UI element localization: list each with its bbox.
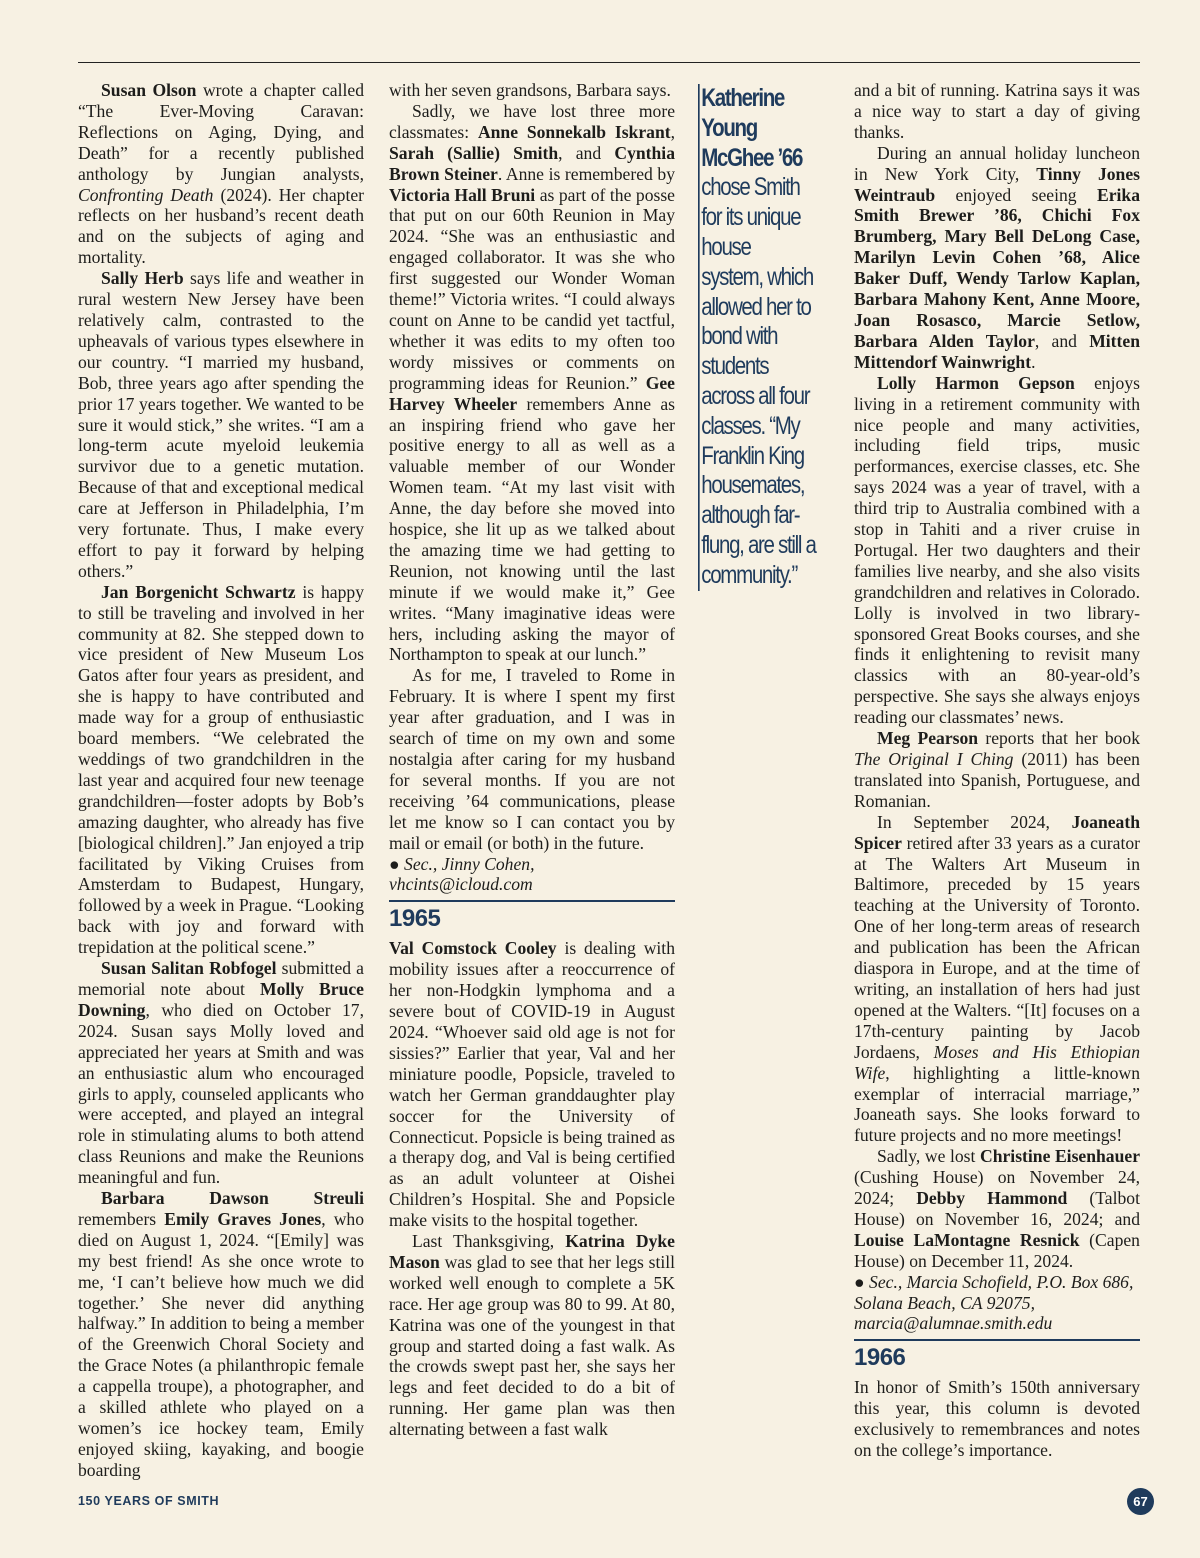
note-susan-robfogel: Susan Salitan Robfogel submitted a memorial note about Molly Bruce Downing, who died on October 17, 2024. Susan says Molly loved and appreciated her years at Smith and was an enthusiastic alum who encouraged girls to apply, counseled applicants who were accepted, and played an integral role in stimulating alums to both attend class Reunions and make the Reunions meaningful and fun. xyxy=(78,958,364,1188)
note-joaneath-spicer: In September 2024, Joaneath Spicer retired after 33 years as a curator at The Walters Art Museum in Baltimore, preceded by 15 years teaching at the University of Toronto. One of her long-term areas of research and publication has been the African diaspora in Europe, and at the time of writing, an installation of hers had just opened at the Walters. “[It] focuses on a 17th-century painting by Jacob Jordaens, Moses and His Ethiopian Wife, highlighting a little-known exemplar of interracial marriage,” Joaneath says. She looks forward to future projects and no more meetings! xyxy=(854,811,1140,1146)
column-4 xyxy=(854,80,1140,1461)
secretary-contact-1965: ● Sec., Marcia Schofield, P.O. Box 686, Solana Beach, CA 92075, marcia@alumnae.smith.edu xyxy=(854,1271,1134,1334)
page-number-badge: 67 xyxy=(1127,1488,1154,1515)
note-classmates-lost-1965: Sadly, we lost Christine Eisenhauer (Cushing House) on November 24, 2024; Debby Hammond (Talbot House) on November 16, 2024; and Louise LaMontagne Resnick (Capen House) on December 11, 2024. xyxy=(854,1146,1140,1271)
top-rule xyxy=(78,62,1140,63)
pull-quote-text: chose Smith for its unique house system, which allowed her to bond with students across all four classes. “My Franklin King housemates, although far-flung, are still a community.” xyxy=(701,173,816,589)
class-year-heading-1966: 1966 xyxy=(854,1339,1140,1371)
note-sally-herb: Sally Herb says life and weather in rural western New Jersey have been relatively calm, contrasted to the upheavals of various types elsewhere in our country. “I married my husband, Bob, three years ago after spending the prior 17 years together. We wanted to be sure it would stick,” she writes. “I am a long-term acute myeloid leukemia survivor due to a genetic mutation. Because of that and exceptional medical care at Jefferson in Philadelphia, I’m very fortunate. Thus, I make every effort to pay it forward by helping others.” xyxy=(78,268,364,581)
pull-quote xyxy=(698,84,816,591)
class-year-heading-1965: 1965 xyxy=(389,900,675,932)
bullet-icon: ● xyxy=(854,1271,865,1292)
note-meg-pearson: Meg Pearson reports that her book The Original I Ching (2011) has been translated into Spanish, Portuguese, and Romanian. xyxy=(854,728,1141,811)
column-2 xyxy=(389,80,675,1440)
secretary-email-1965[interactable]: marcia@alumnae.smith.edu xyxy=(854,1313,1053,1334)
note-lolly-gepson: Lolly Harmon Gepson enjoys living in a retirement community with nice people and many activities, including field trips, music performances, exercise classes, etc. She says 2024 was a year of travel, with a third trip to Australia combined with a stop in Tahiti and a river cruise in Portugal. Her two daughters and their families live nearby, and she also visits grandchildren and relatives in Colorado. Lolly is involved in two library-sponsored Great Books courses, and she finds it enlightening to revisit many classics with an 80-year-old’s perspective. She says she always enjoys reading our classmates’ news. xyxy=(854,372,1140,728)
footer-section-label: 150 YEARS OF SMITH xyxy=(78,1494,220,1508)
bullet-icon: ● xyxy=(389,853,400,874)
note-1966-intro: In honor of Smith’s 150th anniversary this year, this column is devoted exclusively to remembrances and notes on the college’s importance. xyxy=(854,1377,1140,1461)
secretary-contact-1964: ● Sec., Jinny Cohen, vhcints@icloud.com xyxy=(389,853,535,895)
note-classmates-lost: Sadly, we have lost three more classmates: Anne Sonnekalb Iskrant, Sarah (Sallie) Smith, and Cynthia Brown Steiner. Anne is remembered by Victoria Hall Bruni as part of the posse that put on our 60th Reunion in May 2024. “She was an enthusiastic and engaged collaborator. It was she who first suggested our Wonder Woman theme!” Victoria writes. “I could always count on Anne to be candid yet tactful, whether it was edits to my often too wordy missives or comments on programming ideas for Reunion.” Gee Harvey Wheeler remembers Anne as an inspiring friend who gave her positive energy to all as well as a valuable member of our Wonder Women team. “At my last visit with Anne, the day before she moved into hospice, she lit up as we talked about the amazing time we had getting to Reunion, not knowing until the last minute if we would make it,” Gee writes. “Many imaginative ideas were hers, including asking the mayor of Northampton to speak at our lunch.” xyxy=(389,100,675,665)
note-barbara-streuli: Barbara Dawson Streuli remembers Emily Graves Jones, who died on August 1, 2024. “[Emily] was my best friend! As she once wrote to me, ‘I can’t believe how much we did together.’ She never did anything halfway.” In addition to being a member of the Greenwich Choral Society and the Grace Notes (a philanthropic female a cappella troupe), a photographer, and a skilled athlete who played on a women’s ice hockey team, Emily enjoyed skiing, kayaking, and boogie boarding xyxy=(78,1188,364,1480)
continued-text-katrina: and a bit of running. Katrina says it was a nice way to start a day of giving thanks. xyxy=(854,80,1140,142)
secretary-email-1964[interactable]: vhcints@icloud.com xyxy=(389,874,533,895)
pull-quote-name: Katherine Young McGhee ’66 xyxy=(701,84,803,172)
column-1 xyxy=(78,80,364,1481)
note-secretary-1964: As for me, I traveled to Rome in February. It is where I spent my first year after graduation, and I was in search of time on my own and some nostalgia after caring for my husband for several months. If you are not receiving ’64 communications, please let me know so I can contact you by mail or email (or both) in the future. xyxy=(389,665,675,853)
note-holiday-luncheon: During an annual holiday luncheon in New York City, Tinny Jones Weintraub enjoyed seeing Erika Smith Brewer ’86, Chichi Fox Brumberg, Mary Bell DeLong Case, Marilyn Levin Cohen ’68, Alice Baker Duff, Wendy Tarlow Kaplan, Barbara Mahony Kent, Anne Moore, Joan Rosasco, Marcie Setlow, Barbara Alden Taylor, and Mitten Mittendorf Wainwright. xyxy=(854,142,1141,372)
note-susan-olson: Susan Olson wrote a chapter called “The Ever-Moving Caravan: Reflections on Aging, Dying, and Death” for a recently published anthology by Jungian analysts, Confronting Death (2024). Her chapter reflects on her husband’s recent death and on the subjects of aging and mortality. xyxy=(78,80,365,268)
note-jan-schwartz: Jan Borgenicht Schwartz is happy to still be traveling and involved in her community at 82. She stepped down to vice president of New Museum Los Gatos after four years as president, and she is happy to have contributed and made way for a group of enthusiastic board members. “We celebrated the weddings of two grandchildren in the last year and acquired four new teenage grandchildren—foster adopts by Bob’s amazing daughter, who already has five [biological children].” Jan enjoyed a trip facilitated by Viking Cruises from Amsterdam to Budapest, Hungary, followed by a week in Prague. “Looking back with joy and forward with trepidation at the political scene.” xyxy=(78,581,365,958)
note-val-cooley: Val Comstock Cooley is dealing with mobility issues after a reoccurrence of her non-Hodgkin lymphoma and a severe bout of COVID-19 in August 2024. “Whoever said old age is not for sissies?” Earlier that year, Val and her miniature poodle, Popsicle, traveled to watch her German granddaughter play soccer for the University of Connecticut. Popsicle is being trained as a therapy dog, and Val is being certified as an adult volunteer at Oishei Children’s Hospital. She and Popsicle make visits to the hospital together. xyxy=(389,938,675,1231)
continued-text: with her seven grandsons, Barbara says. xyxy=(389,80,671,100)
note-katrina-mason: Last Thanksgiving, Katrina Dyke Mason was glad to see that her legs still worked well enough to complete a 5K race. Her age group was 80 to 99. At 80, Katrina was one of the youngest in that group and started doing a fast walk. As the crowds swept past her, she says her legs and feet decided to do a bit of running. Her game plan was then alternating between a fast walk xyxy=(389,1231,675,1440)
